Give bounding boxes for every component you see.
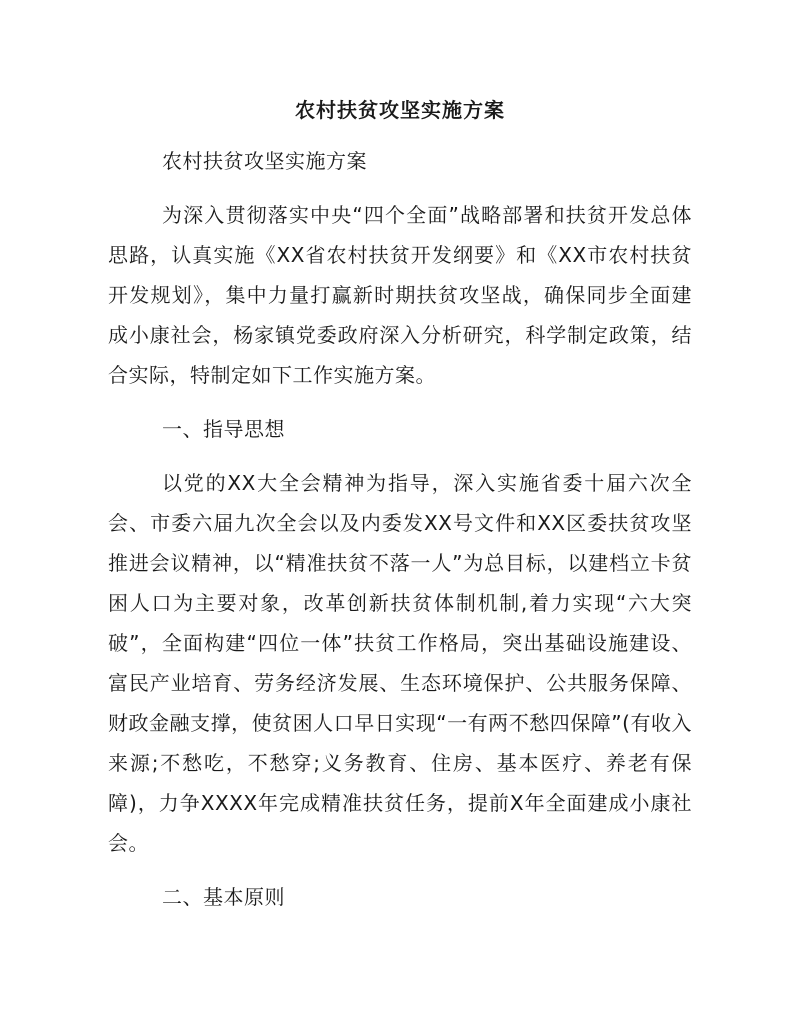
section-heading-basic-principles: 二、基本原则 xyxy=(162,885,285,909)
section-heading-guiding-ideology: 一、指导思想 xyxy=(162,417,285,441)
intro-paragraph: 为深入贯彻落实中央“四个全面”战略部署和扶贫开发总体思路，认真实施《XX省农村扶贫开发纲要》和《XX市农村扶贫开发规划》，集中力量打赢新时期扶贫攻坚战，确保同步全面建成小康社会，杨家镇党委政府深入分析研究，科学制定政策，结合实际，特制定如下工作实施方案。 xyxy=(108,203,692,387)
document-title: 农村扶贫攻坚实施方案 xyxy=(295,98,505,122)
document-body xyxy=(108,141,692,931)
guiding-ideology-paragraph: 以党的XX大全会精神为指导，深入实施省委十届六次全会、市委六届九次全会以及内委发XX号文件和XX区委扶贫攻坚推进会议精神，以“精准扶贫不落一人”为总目标，以建档立卡贫困人口为主要对象，改革创新扶贫体制机制,着力实现“六大突破”，全面构建“四位一体”扶贫工作格局，突出基础设施建设、富民产业培育、劳务经济发展、生态环境保护、公共服务保障、财政金融支撑，使贫困人口早日实现“一有两不愁四保障”(有收入来源;不愁吃，不愁穿;义务教育、住房、基本医疗、养老有保障)，力争XXXX年完成精准扶贫任务，提前X年全面建成小康社会。 xyxy=(108,471,692,855)
subtitle-paragraph: 农村扶贫攻坚实施方案 xyxy=(162,149,367,173)
